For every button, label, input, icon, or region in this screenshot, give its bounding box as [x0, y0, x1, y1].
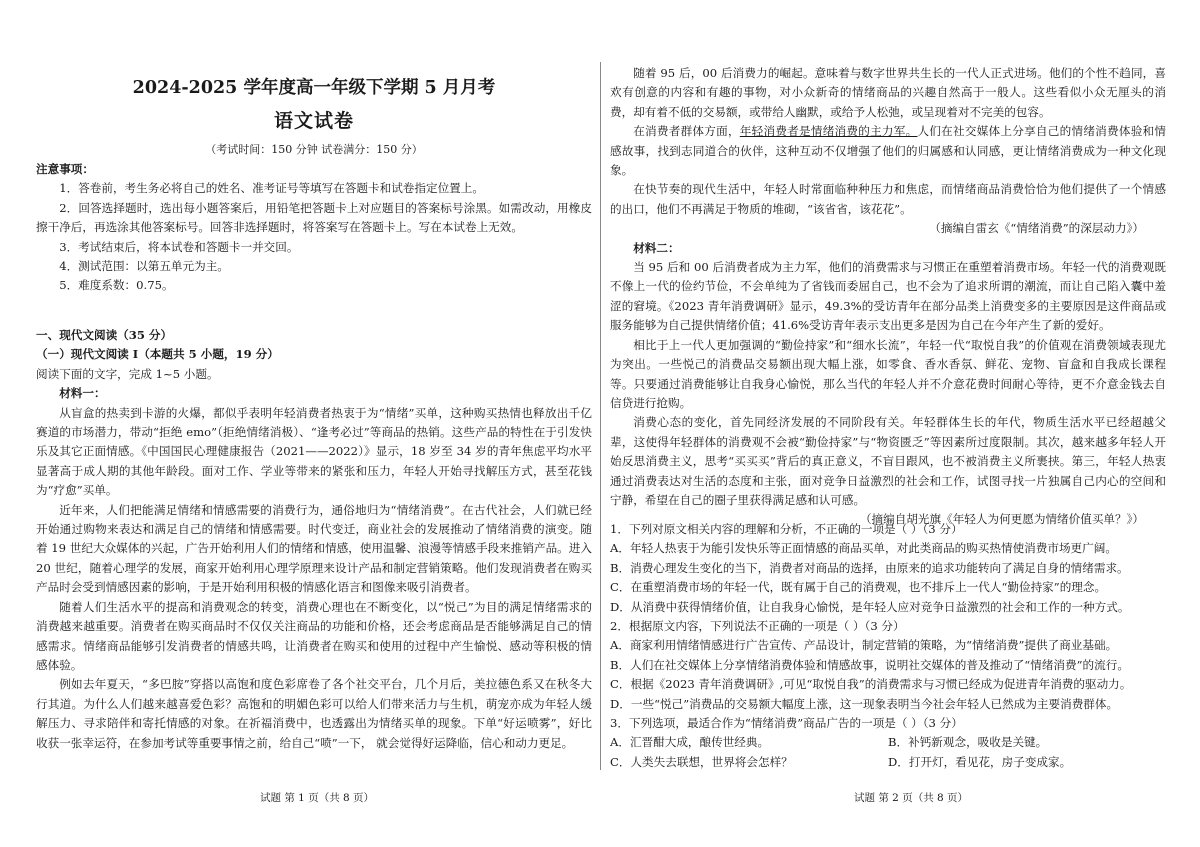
- q3-option-b[interactable]: B．补钙新观念，吸收是关键。: [888, 735, 1048, 750]
- questions-block: [610, 520, 1166, 772]
- paragraph: 从盲盒的热卖到卡游的火爆，都似乎表明年轻消费者热衷于为“情绪”买单，这种购买热情也释放出千亿赛道的市场潜力，带动“拒绝 emo”（拒绝情绪消极）、“逢考必过”等商品的热销。这些产品的特性在于引发快乐及其它正面情感。《中国国民心理健康报告（2021——2022）》显示，18 岁至 34 岁的青年焦虑平均水平显著高于成人期的其他年龄段。面对工作、学业等带来的紧张和压力，年轻人开始寻找解压方式，甚至花钱为“疗愈”买单。: [36, 405, 592, 498]
- paragraph: 相比于上一代人更加强调的“勤俭持家”和“细水长流”，年轻一代“取悦自我”的价值观在消费领域表现尤为突出。一些悦己的消费品交易额出现大幅上涨，如零食、香水香氛、鲜花、宠物、盲盒和自我成长课程等。只要通过消费能够让自我身心愉悦，那么当代的年轻人并不介意花费时间耐心等待，更不介意金钱去自信贷进行抢购。: [610, 337, 1166, 410]
- notice-item: 4．测试范围：以第五单元为主。: [59, 259, 229, 274]
- q2-option-a[interactable]: A．商家利用情绪情感进行广告宣传、产品设计，制定营销的策略，为“情绪消费”提供了商业基础。: [610, 638, 1118, 653]
- column-divider: [600, 62, 601, 770]
- reading-block: [36, 326, 592, 753]
- notice-item: 5．难度系数：0.75。: [59, 278, 174, 293]
- q3-option-c[interactable]: C．人类失去联想，世界将会怎样？: [610, 754, 793, 769]
- material1-continued: [610, 64, 1166, 530]
- paragraph: 随着 95 后，00 后消费力的崛起。意味着与数字世界共生长的一代人正式进场。他们的个性不趋同，喜欢有创意的内容和有趣的事物，对小众新奇的情绪商品的兴趣自然高于一般人。这些看似小众无厘头的消费，却有着不低的交易额，或带给人幽默，或给予人松弛，或呈现着对不完美的包容。: [610, 66, 1166, 119]
- exam-subtitle: 语文试卷: [273, 110, 354, 132]
- source-citation: （摘编自雷玄《“情绪消费”的深层动力》）: [929, 221, 1144, 236]
- exam-info: （考试时间：150 分钟 试卷满分：150 分）: [205, 143, 423, 156]
- notice-item: 2．回答选择题时，选出每小题答案后，用铅笔把答题卡上对应题目的答案标号涂黑。如需改动，用橡皮擦干净后，再选涂其他答案标号。回答非选择题时，将答案写在答题卡上。写在本试卷上无效。: [36, 200, 592, 235]
- q1-option-b[interactable]: B．消费心理发生变化的当下，消费者对商品的选择，由原来的追求功能转向了满足自身的情绪需求。: [610, 560, 1129, 575]
- q2-option-c[interactable]: C．根据《2023 青年消费调研》,可见“取悦自我”的消费需求与习惯已经成为促进青年消费的驱动力。: [610, 677, 1132, 692]
- paragraph: 当 95 后和 00 后消费者成为主力军，他们的消费需求与习惯正在重塑着消费市场。年轻一代的消费观既不像上一代的俭约节俭，不会单纯为了省钱而委屈自己，也不会为了追求所谓的潮流，而让自己陷入囊中羞涩的窘境。《2023 青年消费调研》显示，49.3%的受访青年在部分品类上消费变多的主要原因是这件商品或服务能够为自己提供情绪价值；41.6%受访青年表示支出更多是因为自己在今年产生了新的爱好。: [610, 260, 1166, 333]
- question-1: 1．下列对原文相关内容的理解和分析，不正确的一项是（ ）（3 分）: [610, 522, 963, 536]
- q1-option-d[interactable]: D．从消费中获得情绪价值，让自我身心愉悦，是年轻人应对竞争日益激烈的社会和工作的一种方式。: [610, 599, 1130, 614]
- q2-option-b[interactable]: B．人们在社交媒体上分享情绪消费体验和情感故事，说明社交媒体的普及推动了“情绪消费”的流行。: [610, 657, 1129, 672]
- notice-item: 3．考试结束后，将本试卷和答题卡一并交回。: [59, 239, 299, 254]
- exam-title: 2024-2025 学年度高一年级下学期 5 月月考: [132, 78, 496, 98]
- q3-options-row: [610, 753, 1166, 772]
- q1-option-a[interactable]: A．年轻人热衷于为能引发快乐等正面情感的商品买单，对此类商品的购买热情使消费市场更广阔。: [610, 541, 1117, 556]
- q3-option-d[interactable]: D．打开灯，看见花，房子变成家。: [888, 754, 1072, 769]
- q1-option-c[interactable]: C．在重塑消费市场的年轻一代，既有属于自己的消费观，也不排斥上一代人“勤俭持家”的理念。: [610, 580, 1107, 595]
- text-run: 人们在社交媒体上分享自己的情绪消费体验和情感故事，找到志同道合的伙伴，这种互动不仅增强了他们的归属感和认同感，更让情绪消费成为一种文化现象。: [610, 124, 1166, 178]
- paragraph: 近年来，人们把能满足情绪和情感需要的消费行为，通俗地归为“情绪消费”。在古代社会，人们就已经开始通过购物来表达和满足自己的情绪和情感需要。时代变迁，商业社会的发展推动了情绪消费的演变。随着 19 世纪大众媒体的兴起，广告开始利用人们的情绪和情感，使用温馨、浪漫等情感手段来推销产品。进入 20 世纪，随着心理学的发展，商家开始利用心理学原理来设计产品和制定营销策略。他们发现消费者在购买产品时会受到情感因素的影响，于是开始利用积极的情感化语言和图像来吸引消费者。: [36, 502, 592, 595]
- notice-block: [36, 160, 592, 296]
- section-heading: 一、现代文阅读（35 分）: [36, 328, 173, 342]
- paragraph: 随着人们生活水平的提高和消费观念的转变，消费心理也在不断变化，以“悦己”为目的满足情绪需求的消费越来越重要。消费者在购买商品时不仅仅关注商品的功能和价格，还会考虑商品是否能够满足自己的情感需求。情绪商品能够引发消费者的情感共鸣，让消费者在购买和使用的过程中产生愉悦、感动等积极的情感体验。: [36, 599, 592, 672]
- q2-option-d[interactable]: D．一些“悦己”消费品的交易额大幅度上涨，这一现象表明当今社会年轻人已然成为主要消费群体。: [610, 696, 1119, 711]
- material2-label: 材料二：: [633, 240, 680, 255]
- q3-option-a[interactable]: A．汇晋酣大成，酿传世经典。: [610, 735, 770, 750]
- material1-label: 材料一：: [59, 386, 106, 401]
- paragraph: 在快节奏的现代生活中，年轻人时常面临种种压力和焦虑，而情绪商品消费恰恰为他们提供了一个情感的出口，他们不再满足于物质的堆砌，“该省省，该花花”。: [610, 182, 1166, 216]
- instruction: 阅读下面的文字，完成 1~5 小题。: [36, 366, 219, 381]
- question-3: 3．下列选项，最适合作为“情绪消费”商品广告的一项是（ ）（3 分）: [610, 716, 963, 731]
- page-footer: 试题 第 1 页（共 8 页）: [260, 792, 375, 804]
- notice-heading: 注意事项：: [36, 162, 94, 176]
- underlined-sentence: 年轻消费者是情绪消费的主力军。: [739, 124, 918, 139]
- notice-item: 1．答卷前，考生务必将自己的姓名、准考证号等填写在答题卡和试卷指定位置上。: [59, 181, 484, 196]
- paragraph: 例如去年夏天，“多巴胺”穿搭以高饱和度色彩席卷了各个社交平台，几个月后，美拉德色系又在秋冬大行其道。为什么人们越来越喜爱色彩？高饱和的明媚色彩可以给人们带来活力与生机，萌宠亦成为年轻人缓解压力、寻求陪伴和寄托情感的对象。在祈福消费中，也透露出为情绪买单的现象。下单“好运喷雾”，好比收获一张幸运符，在参加考试等重要事情之前，给自己“喷”一下， 就会觉得好运降临，信心和动力更足。: [36, 677, 592, 750]
- subsection-heading: （一）现代文阅读 I（本题共 5 小题，19 分）: [36, 347, 279, 362]
- question-2: 2．根据原文内容，下列说法不正确的一项是（ ）（3 分）: [610, 619, 905, 634]
- source-citation: （摘编自胡光旗《年轻人为何更愿为情绪价值买单？》）: [859, 512, 1144, 527]
- paragraph: [610, 122, 1166, 180]
- page-footer: 试题 第 2 页（共 8 页）: [854, 792, 969, 804]
- text-run: 在消费者群体方面，: [633, 124, 740, 139]
- q3-options-row: [610, 733, 1166, 752]
- paragraph: 消费心态的变化，首先同经济发展的不同阶段有关。年轻群体生长的年代，物质生活水平已经超越父辈，这使得年轻群体的消费观不会被“勤俭持家”与“物资匮乏”等因素所过度限制。其次，越来越多年轻人开始反思消费主义，思考“买买买”背后的真正意义，不盲目跟风，也不被消费主义所裹挟。第三，年轻人热衷通过消费表达对生活的态度和主张，面对竞争日益激烈的社会和工作，试图寻找一片独属自己内心的空间和宁静，希望在自己的圈子里获得满足感和认可感。: [610, 415, 1166, 507]
